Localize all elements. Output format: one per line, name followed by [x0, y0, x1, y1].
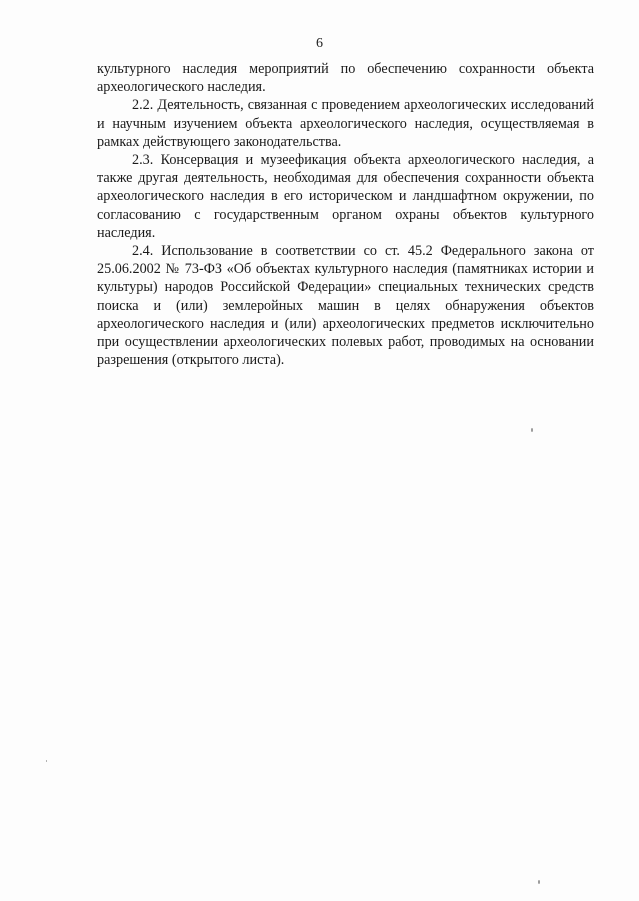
document-body: [97, 60, 594, 369]
scan-speck: [531, 428, 533, 432]
paragraph-2-4: 2.4. Использование в соответствии со ст. 45.2 Федерального закона от 25.06.2002 № 73-ФЗ «Об объектах культурного наследия (памятниках истории и культуры) народов Российской Федерации» специальных технических средств поиска и (или) землеройных машин в целях обнаружения объектов археологического наследия и (или) археологических предметов исключительно при осуществлении археологических полевых работ, проводимых на основании разрешения (открытого листа).: [97, 243, 594, 369]
paragraph-2-3: 2.3. Консервация и музеефикация объекта археологического наследия, а также другая деятельность, необходимая для обеспечения сохранности объекта археологического наследия в его историческом и ландшафтном окружении, по согласованию с государственным органом охраны объектов культурного наследия.: [97, 152, 594, 241]
paragraph-continuation: культурного наследия мероприятий по обеспечению сохранности объекта археологического наследия.: [97, 61, 594, 96]
paragraph-2-2: 2.2. Деятельность, связанная с проведением археологических исследований и научным изучением объекта археологического наследия, осуществляемая в рамках действующего законодательства.: [97, 97, 594, 150]
page-number: 6: [316, 36, 323, 51]
scan-speck: [46, 760, 47, 762]
scan-speck: [538, 880, 540, 884]
